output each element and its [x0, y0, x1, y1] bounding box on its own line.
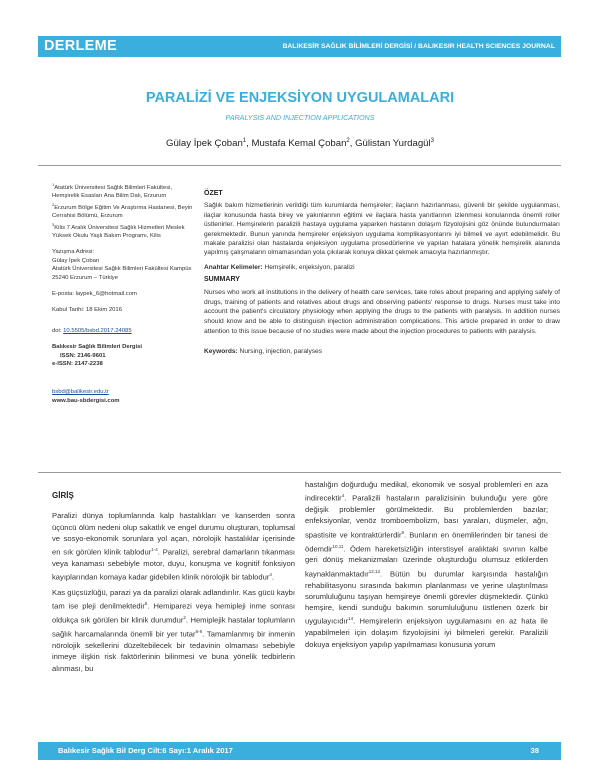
journal-name-header: BALIKESİR SAĞLIK BİLİMLERİ DERGİSİ / BALIKESIR HEALTH SCIENCES JOURNAL [282, 42, 555, 50]
body-column-left [52, 490, 295, 678]
abstract-divider [38, 472, 561, 473]
affiliation [52, 181, 194, 201]
body-paragraph: hastalığın doğurduğu medikal, ekonomik ve sosyal problemleri en aza indirecektir$^4$. Paralizili hastaların paralizisinin bulunduğu yere göre değişik problemler görülmektedir. Bu problemlerden bazılar; enfeksiyonlar, venöz tromboembolizm, bası yaraları, düşmeler, ağrı, spastisite ve kontraktürlerdir$^9$. Bunların en önemlilerinden bir tanesi de ödemdir$^{10,11}$. Ödem hareketsizliğin interstisyel aralıktaki sıvının kalbe geri dönüş mekanizmaları üzerinde oluşturduğu olumsuz etkilerden kaynaklanmaktadır$^{12,13}$. Bütün bu durumlar karşısında hastalığın rehabilitasyonu sırasında bakımın planlanması ve yerine ulaştırılması sorumluluğunu taşıyan hemşireye önemli görevler düşmektedir. Çünkü hemşire, kendi sunduğu bakımın sorumluluğunu üstlenen özerk bir uygulayıcıdır$^{14}$. Hemşirelerin enjeksiyon uygulamasını en az hata ile yapabilmeleri için dolaşım fizyolojisini iyi bilmeleri gerekir. Paralizili dokuya enjeksiyon yapılıp yapılmaması konusuna yorum [305, 480, 548, 649]
author-name: Mustafa Kemal Çoban [251, 138, 347, 150]
article-type-label: DERLEME [44, 38, 117, 54]
affiliation-marker: 3 [52, 221, 55, 227]
doi-link[interactable]: 10.5505/bsbd.2017.24085 [63, 327, 132, 334]
abstract-en-text: Nurses who work all institutions in the delivery of health care services, take roles about preparing and applying safely of drugs, training of patients and relatives about drugs and observing patients' response to drugs. Nurses must take into account the patient's circulatory physiology when applying the drugs to the patients with paralysis. In addition nurses should know and be able to distinguish injection administration complications. This article prepared in order to draw attention to this issue because of no studies were made about the injection procedures to patients with paralysis. [204, 288, 560, 336]
affiliation [52, 221, 194, 241]
footer-bar [38, 742, 561, 760]
body-paragraph: Paralizi dünya toplumlarında kalp hastalıkları ve kanserden sonra üçüncü ölüm nedeni olup sakatlık ve engel durumu oluşturan, toplumsal ve sosyo-ekonomik sorunlara yol açan, nörolojik hastalıklar içerisinde en sık görülen klinik tablodur$^{1-4}$. Paralizi, serebral damarların tıkanması veya kanaması sebebiyle motor, duyu, konuşma ve kognitif fonksiyon kayıplarından komaya kadar gidebilen klinik nörolojik bir tablodur$^4$. [52, 511, 295, 582]
body-paragraph: Kas güçsüzlüğü, parazi ya da paralizi olarak adlandırılır. Kas gücü kaybı tam ise pleji denilmektedir$^5$. Hemiparezi veya hemipleji inme sonrası oldukça sık görülen bir klinik durumdur$^2$. Hemiplejik hastalar toplumların sağlık harcamalarında önemli bir yer tutar$^{6-8}$. Tamamlanmış bir inmenin nörolojik sekellerini düzeltebilecek bir tedavinin olmaması sebebiyle inmeye ilişkin risk faktörlerinin bilinmesi ve buna yönelik tedbirlerin alınması, bu [52, 588, 296, 673]
keywords-tr-values: Hemşirelik, enjeksiyon, paralizi [262, 263, 355, 271]
affiliation [52, 201, 194, 221]
page-number: 38 [530, 746, 539, 755]
header-divider [38, 165, 561, 166]
keywords-en-values: Nursing, injection, paralyses [237, 348, 323, 356]
correspondence-heading: Yazışma Adresi: [52, 249, 95, 256]
footer-citation: Balıkesir Sağlık Bil Derg Cilt:6 Sayı:1 Aralık 2017 [58, 746, 233, 755]
keywords-tr [204, 263, 560, 272]
author-list [0, 138, 600, 149]
correspondence-address: Atatürk Üniversitesi Sağlık Bilimleri Fakültesi Kampüs 25240 Erzurum – Türkiye [52, 266, 192, 281]
article-subtitle: PARALYSIS AND INJECTION APPLICATIONS [225, 113, 375, 122]
affiliation-marker: 1 [52, 182, 55, 187]
author-affiliation-marker: 1 [242, 138, 247, 144]
author-affiliation-marker: 3 [430, 138, 434, 144]
author-name: Gülay İpek Çoban [166, 138, 243, 150]
author-affiliation-marker: 2 [346, 138, 350, 144]
keywords-en [204, 347, 560, 356]
received-date: Kabul Tarihi: 18 Ekim 2016 [52, 307, 122, 314]
section-heading: GİRİŞ [52, 491, 74, 500]
journal-header-bar [38, 36, 561, 57]
abstract-tr-text: Sağlık bakım hizmetlerinin verildiği tüm kurumlarda hemşireler; ilaçların hazırlanması, güvenli bir şekilde uygulanması, ilaçlar konusunda hasta birey ve yakınlarının eğitimi ve ilaçlara hasta yanıtlarının izlenmesi konularında önemli roller üstlenirler. Hemşirelerin paralizili hastaya uygulama yaparken hastanın dolaşım fizyolojisini göz önünde bulundurmaları gerekmektedir. Bunun yanında hemşireler enjeksiyon uygulama komplikasyonlarını iyi bilmeli ve ayırt edebilmelidir. Bu makale paralizisi olan hastalarda enjeksiyon uygulama prosedürlerine ve yapılan hatalara yönelik hemşirelik alanında yapılmış çalışmaların olmamasından yola çıkılarak konuya dikkat çekmek amacıyla hazırlanmıştır. [204, 202, 560, 257]
affiliation-marker: 2 [52, 201, 55, 207]
affiliation-text: Kilis 7 Aralık Üniversitesi Sağlık Hizmetleri Meslek Yüksek Okulu Yaşlı Bakım Programı, Kilis [52, 224, 185, 239]
eissn: e-ISSN: 2147-2238 [52, 361, 103, 367]
author-separator: , [246, 138, 252, 150]
correspondence-name: Gülay İpek Çoban [52, 257, 100, 264]
doi-label: doi: [52, 327, 64, 334]
article-info-sidebar [52, 181, 194, 405]
journal-website[interactable]: www.bau-sbdergisi.com [52, 397, 120, 404]
affiliation-text: Erzurum Bölge Eğitim Ve Araştırma Hastanesi, Beyin Cerrahisi Bölümü, Erzurum [52, 204, 193, 220]
article-title: PARALİZİ VE ENJEKSİYON UYGULAMALARI [145, 90, 455, 106]
abstract-section [204, 189, 560, 360]
doi-line [52, 327, 194, 335]
correspondence-email: E-posta: laypek_6@hotmail.com [52, 290, 137, 297]
abstract-tr-heading: ÖZET [204, 190, 223, 197]
journal-email-link[interactable]: bsbd@balikesir.edu.tr [52, 389, 109, 396]
keywords-tr-label: Anahtar Kelimeler: [204, 263, 263, 271]
author-name: Gülistan Yurdagül [355, 138, 431, 150]
body-column-right [305, 479, 548, 654]
keywords-en-label: Keywords: [204, 348, 238, 356]
author-separator: , [349, 138, 356, 150]
journal-name: Balıkesir Sağlık Bilimleri Dergisi [52, 344, 143, 351]
issn: ISSN: 2146-9601 [60, 352, 106, 359]
abstract-en-heading: SUMMARY [204, 276, 240, 284]
affiliation-text: Atatürk Üniversitesi Sağlık Bilimleri Fakültesi, Hemşirelik Esasları Ana Bilim Dalı, Erzurum [52, 184, 173, 200]
